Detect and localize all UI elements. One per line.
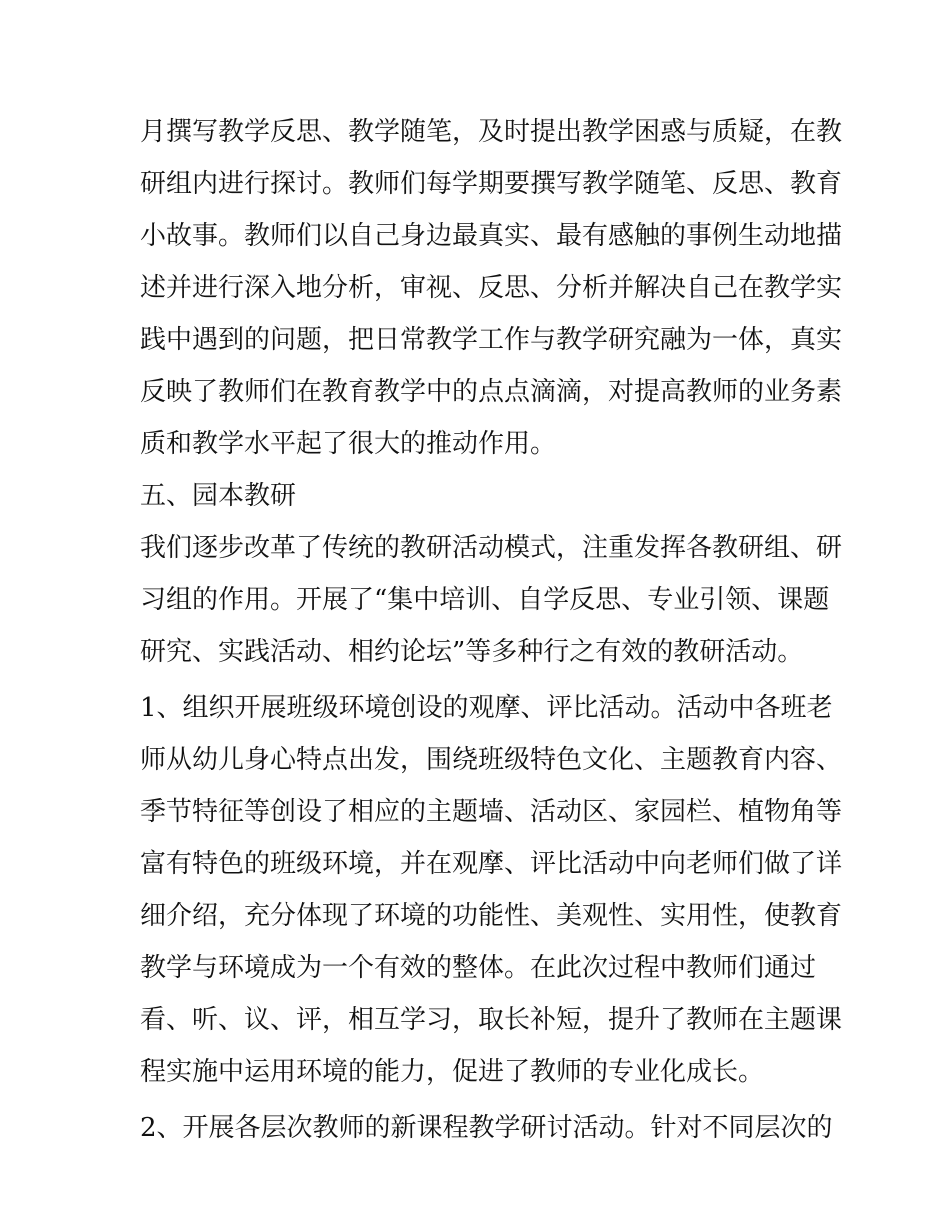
- text-line: 我们逐步改革了传统的教研活动模式，注重发挥各教研组、研: [140, 533, 843, 563]
- text-line: 研组内进行探讨。教师们每学期要撰写教学随笔、反思、教育: [140, 169, 843, 199]
- text-line: 看、听、议、评，相互学习，取长补短，提升了教师在主题课: [140, 1005, 843, 1035]
- text-line: 程实施中运用环境的能力，促进了教师的专业化成长。: [140, 1057, 765, 1087]
- text-line: 1、组织开展班级环境创设的观摩、评比活动。活动中各班老: [140, 693, 833, 723]
- text-line: 细介绍，充分体现了环境的功能性、美观性、实用性，使教育: [140, 901, 843, 931]
- text-line: 教学与环境成为一个有效的整体。在此次过程中教师们通过: [140, 953, 817, 983]
- text-line: 季节特征等创设了相应的主题墙、活动区、家园栏、植物角等: [140, 797, 843, 827]
- text-line: 师从幼儿身心特点出发，围绕班级特色文化、主题教育内容、: [140, 745, 843, 775]
- document-body: [140, 106, 843, 1154]
- text-line: 月撰写教学反思、教学随笔，及时提出教学困惑与质疑，在教: [140, 117, 843, 147]
- text-line: 2、开展各层次教师的新课程教学研讨活动。针对不同层次的: [140, 1113, 833, 1143]
- section-heading: 五、园本教研: [140, 481, 297, 511]
- text-line: 反映了教师们在教育教学中的点点滴滴，对提高教师的业务素: [140, 377, 843, 407]
- text-line: 富有特色的班级环境，并在观摩、评比活动中向老师们做了详: [140, 849, 843, 879]
- text-line: 习组的作用。开展了“集中培训、自学反思、专业引领、课题: [140, 585, 830, 615]
- text-line: 研究、实践活动、相约论坛”等多种行之有效的教研活动。: [140, 637, 804, 667]
- text-line: 质和教学水平起了很大的推动作用。: [140, 429, 557, 459]
- text-line: 小故事。教师们以自己身边最真实、最有感触的事例生动地描: [140, 221, 843, 251]
- text-line: 践中遇到的问题，把日常教学工作与教学研究融为一体，真实: [140, 325, 843, 355]
- text-line: 述并进行深入地分析，审视、反思、分析并解决自己在教学实: [140, 273, 843, 303]
